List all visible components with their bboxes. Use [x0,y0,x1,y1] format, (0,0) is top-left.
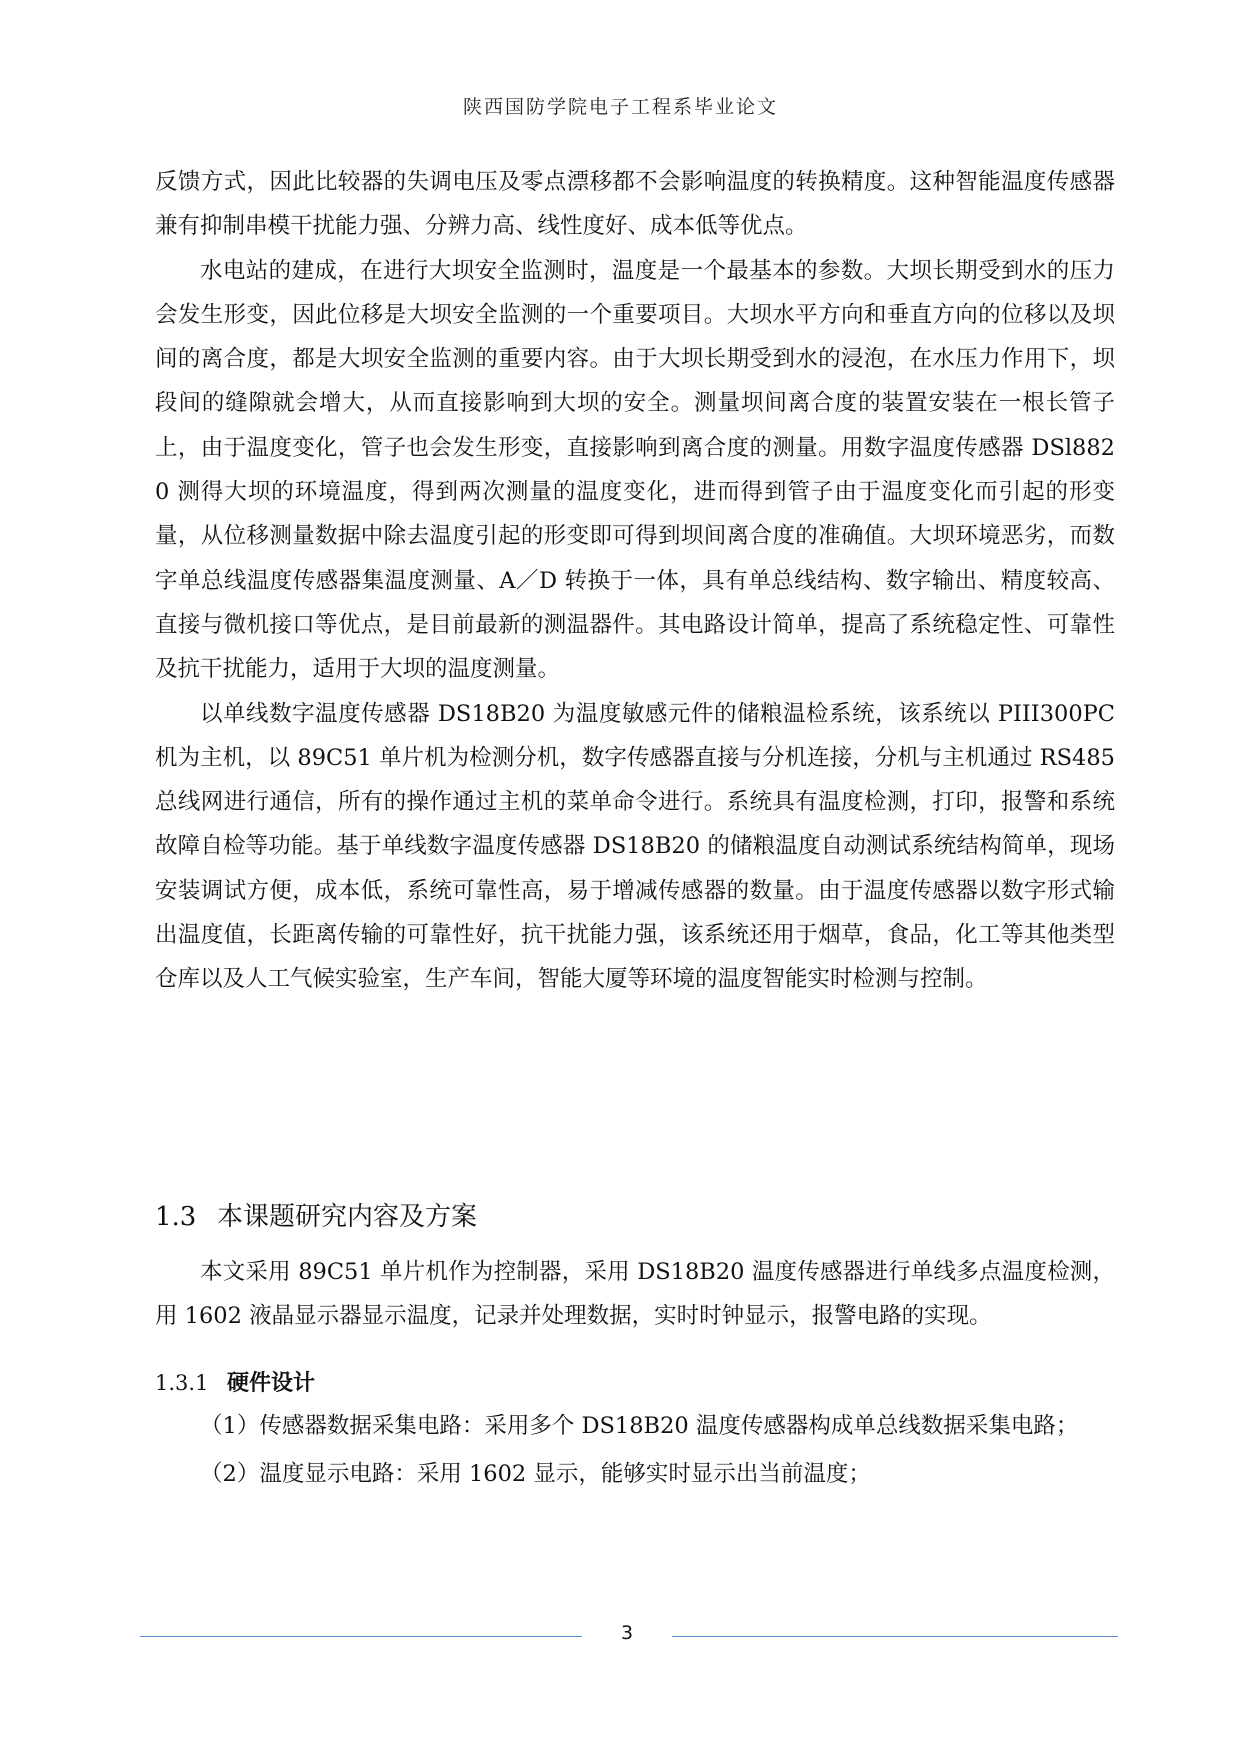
section-body [155,1250,1115,1339]
running-header: 陕西国防学院电子工程系毕业论文 [462,96,778,118]
section-title: 本课题研究内容及方案 [217,1202,478,1232]
footer-rule-left [140,1636,582,1637]
page-number: 3 [620,1622,634,1644]
paragraph-1: 反馈方式，因此比较器的失调电压及零点漂移都不会影响温度的转换精度。这种智能温度传感器兼有抑制串模干扰能力强、分辨力高、线性度好、成本低等优点。 [155,169,1115,240]
section-number: 1.3 [155,1202,197,1232]
section-paragraph: 本文采用 89C51 单片机作为控制器，采用 DS18B20 温度传感器进行单线多点温度检测，用 1602 液晶显示器显示温度，记录并处理数据，实时时钟显示，报警电路的实现。 [155,1259,1115,1330]
paragraph-3: 以单线数字温度传感器 DS18B20 为温度敏感元件的储粮温检系统，该系统以 PIII300PC 机为主机，以 89C51 单片机为检测分机，数字传感器直接与分机连接，分机与主机通过 RS485 总线网进行通信，所有的操作通过主机的菜单命令进行。系统具有温度检测，打印，报警和系统故障自检等功能。基于单线数字温度传感器 DS18B20 的储粮温度自动测试系统结构简单，现场安装调试方便，成本低，系统可靠性高，易于增减传感器的数量。由于温度传感器以数字形式输出温度值，长距离传输的可靠性好，抗干扰能力强，该系统还用于烟草，食品，化工等其他类型仓库以及人工气候实验室，生产车间，智能大厦等环境的温度智能实时检测与控制。 [155,700,1115,993]
paragraph-2: 水电站的建成，在进行大坝安全监测时，温度是一个最基本的参数。大坝长期受到水的压力会发生形变，因此位移是大坝安全监测的一个重要项目。大坝水平方向和垂直方向的位移以及坝间的离合度，都是大坝安全监测的重要内容。由于大坝长期受到水的浸泡，在水压力作用下，坝段间的缝隙就会增大，从而直接影响到大坝的安全。测量坝间离合度的装置安装在一根长管子上，由于温度变化，管子也会发生形变，直接影响到离合度的测量。用数字温度传感器 DSl8820 测得大坝的环境温度，得到两次测量的温度变化，进而得到管子由于温度变化而引起的形变量，从位移测量数据中除去温度引起的形变即可得到坝间离合度的准确值。大坝环境恶劣，而数字单总线温度传感器集温度测量、A／D 转换于一体，具有单总线结构、数字输出、精度较高、直接与微机接口等优点，是目前最新的测温器件。其电路设计简单，提高了系统稳定性、可靠性及抗干扰能力，适用于大坝的温度测量。 [155,257,1115,683]
subsection-number: 1.3.1 [155,1371,209,1395]
subsection-heading [155,1366,315,1397]
footer-rule-right [672,1636,1118,1637]
section-heading [155,1196,477,1233]
hardware-list [155,1403,1115,1497]
list-item: （2）温度显示电路：采用 1602 显示，能够实时显示出当前温度； [200,1461,871,1487]
list-item: （1）传感器数据采集电路：采用多个 DS18B20 温度传感器构成单总线数据采集电路； [200,1413,1079,1439]
body-text [155,160,1115,1002]
subsection-title: 硬件设计 [227,1371,316,1396]
